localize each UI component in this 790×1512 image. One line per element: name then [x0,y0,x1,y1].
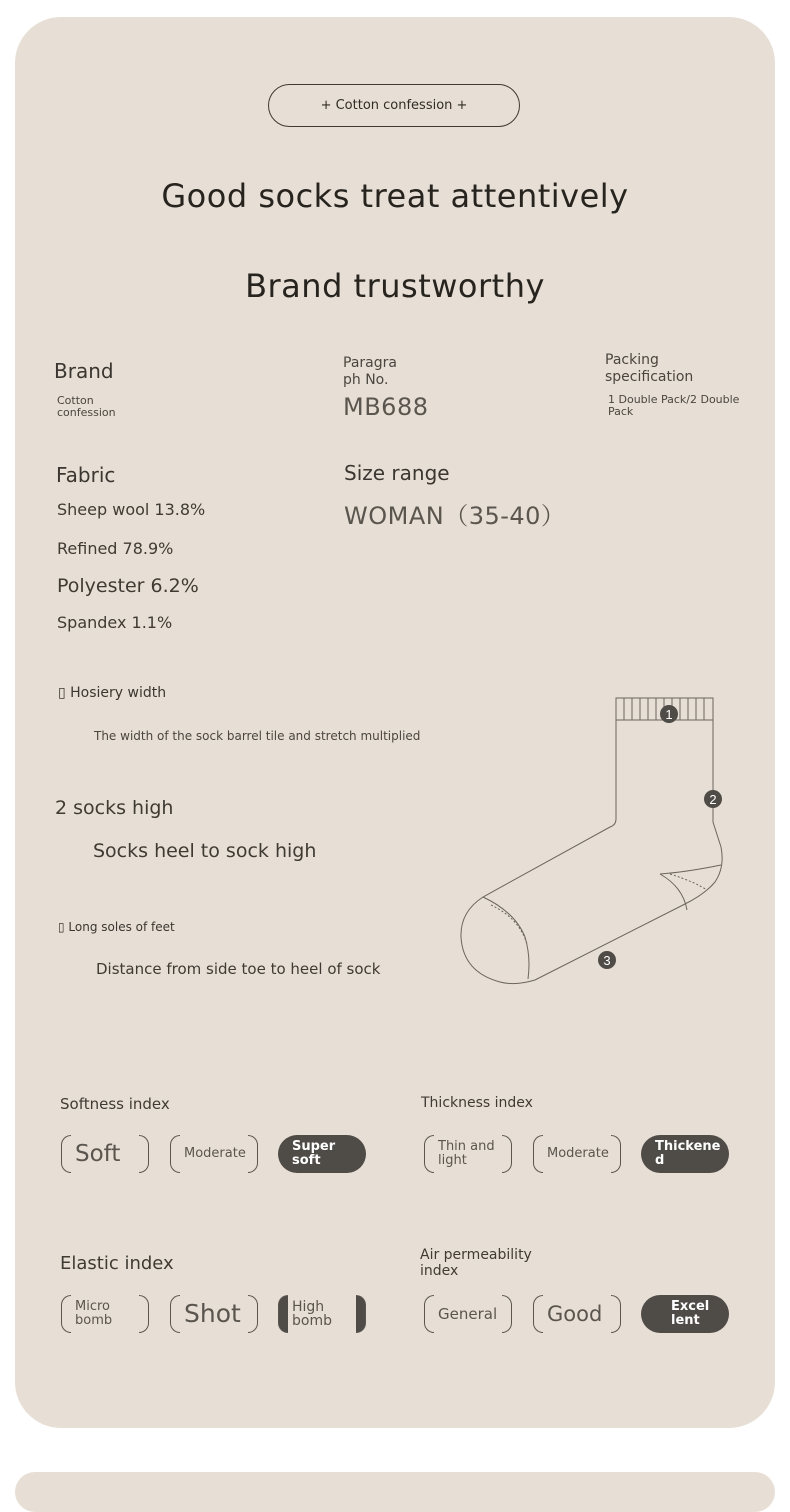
packing-value: 1 Double Pack/2 Double Pack [608,393,740,418]
softness-option-soft[interactable]: Soft [61,1135,149,1173]
fabric-item: Spandex 1.1% [57,613,173,632]
diagram-marker-2 [704,790,722,808]
fabric-item: Refined 78.9% [57,539,174,558]
sock-outline [461,720,722,984]
paragraph-value: MB688 [343,393,429,421]
thickness-index-title: Thickness index [421,1095,533,1111]
thickness-option-thickened[interactable]: Thickene d [641,1135,729,1173]
svg-text:2: 2 [709,792,717,807]
air-option-good[interactable]: Good [533,1295,621,1333]
packing-label: Packing specification [605,352,694,385]
toe-seam-dashed [491,905,527,944]
size-sock-high-title: 2 socks high [55,797,174,819]
size-hosiery-width-desc: The width of the sock barrel tile and stretch multiplied [94,729,421,743]
page-subtitle: Brand trustworthy [245,267,545,305]
brand-tag [268,84,520,127]
next-card [15,1472,775,1512]
heel-seam-dashed [670,874,707,890]
softness-option-moderate[interactable]: Moderate [170,1135,258,1173]
svg-text:1: 1 [665,707,673,722]
brand-label: Brand [54,359,114,383]
diagram-marker-3 [598,951,616,969]
air-option-excellent[interactable]: Excel lent [641,1295,729,1333]
size-long-soles-title: ▯ Long soles of feet [58,920,175,934]
air-option-general[interactable]: General [424,1295,512,1333]
elastic-index-title: Elastic index [60,1253,174,1274]
toe-seam [483,897,529,979]
paragraph-label: Paragra ph No. [343,355,397,388]
thickness-option-moderate[interactable]: Moderate [533,1135,621,1173]
fabric-item: Polyester 6.2% [57,575,199,597]
elastic-option-shot[interactable]: Shot [170,1295,258,1333]
diagram-marker-1 [660,705,678,723]
softness-option-super-soft[interactable]: Super soft [278,1135,366,1173]
size-range-label: Size range [344,461,450,485]
softness-index-title: Softness index [60,1095,170,1113]
fabric-label: Fabric [56,463,116,487]
svg-text:3: 3 [603,953,611,968]
elastic-option-micro-bomb[interactable]: Micro bomb [61,1295,149,1333]
fabric-item: Sheep wool 13.8% [57,500,206,519]
size-sock-high-desc: Socks heel to sock high [93,840,317,862]
brand-tag-text: + Cotton confession + [320,98,468,113]
main-card [15,17,775,1428]
brand-value: Cotton confession [57,394,116,419]
size-range-value: WOMAN（35-40） [344,502,566,530]
elastic-option-high-bomb[interactable]: High bomb [278,1295,366,1333]
size-long-soles-desc: Distance from side toe to heel of sock [96,960,381,978]
thickness-option-thin[interactable]: Thin and light [424,1135,512,1173]
page-title: Good socks treat attentively [161,177,629,215]
heel-seam [660,865,721,874]
air-permeability-index-title: Air permeability index [420,1247,532,1279]
size-hosiery-width-title: ▯ Hosiery width [58,685,167,701]
sock-diagram [455,682,745,1022]
